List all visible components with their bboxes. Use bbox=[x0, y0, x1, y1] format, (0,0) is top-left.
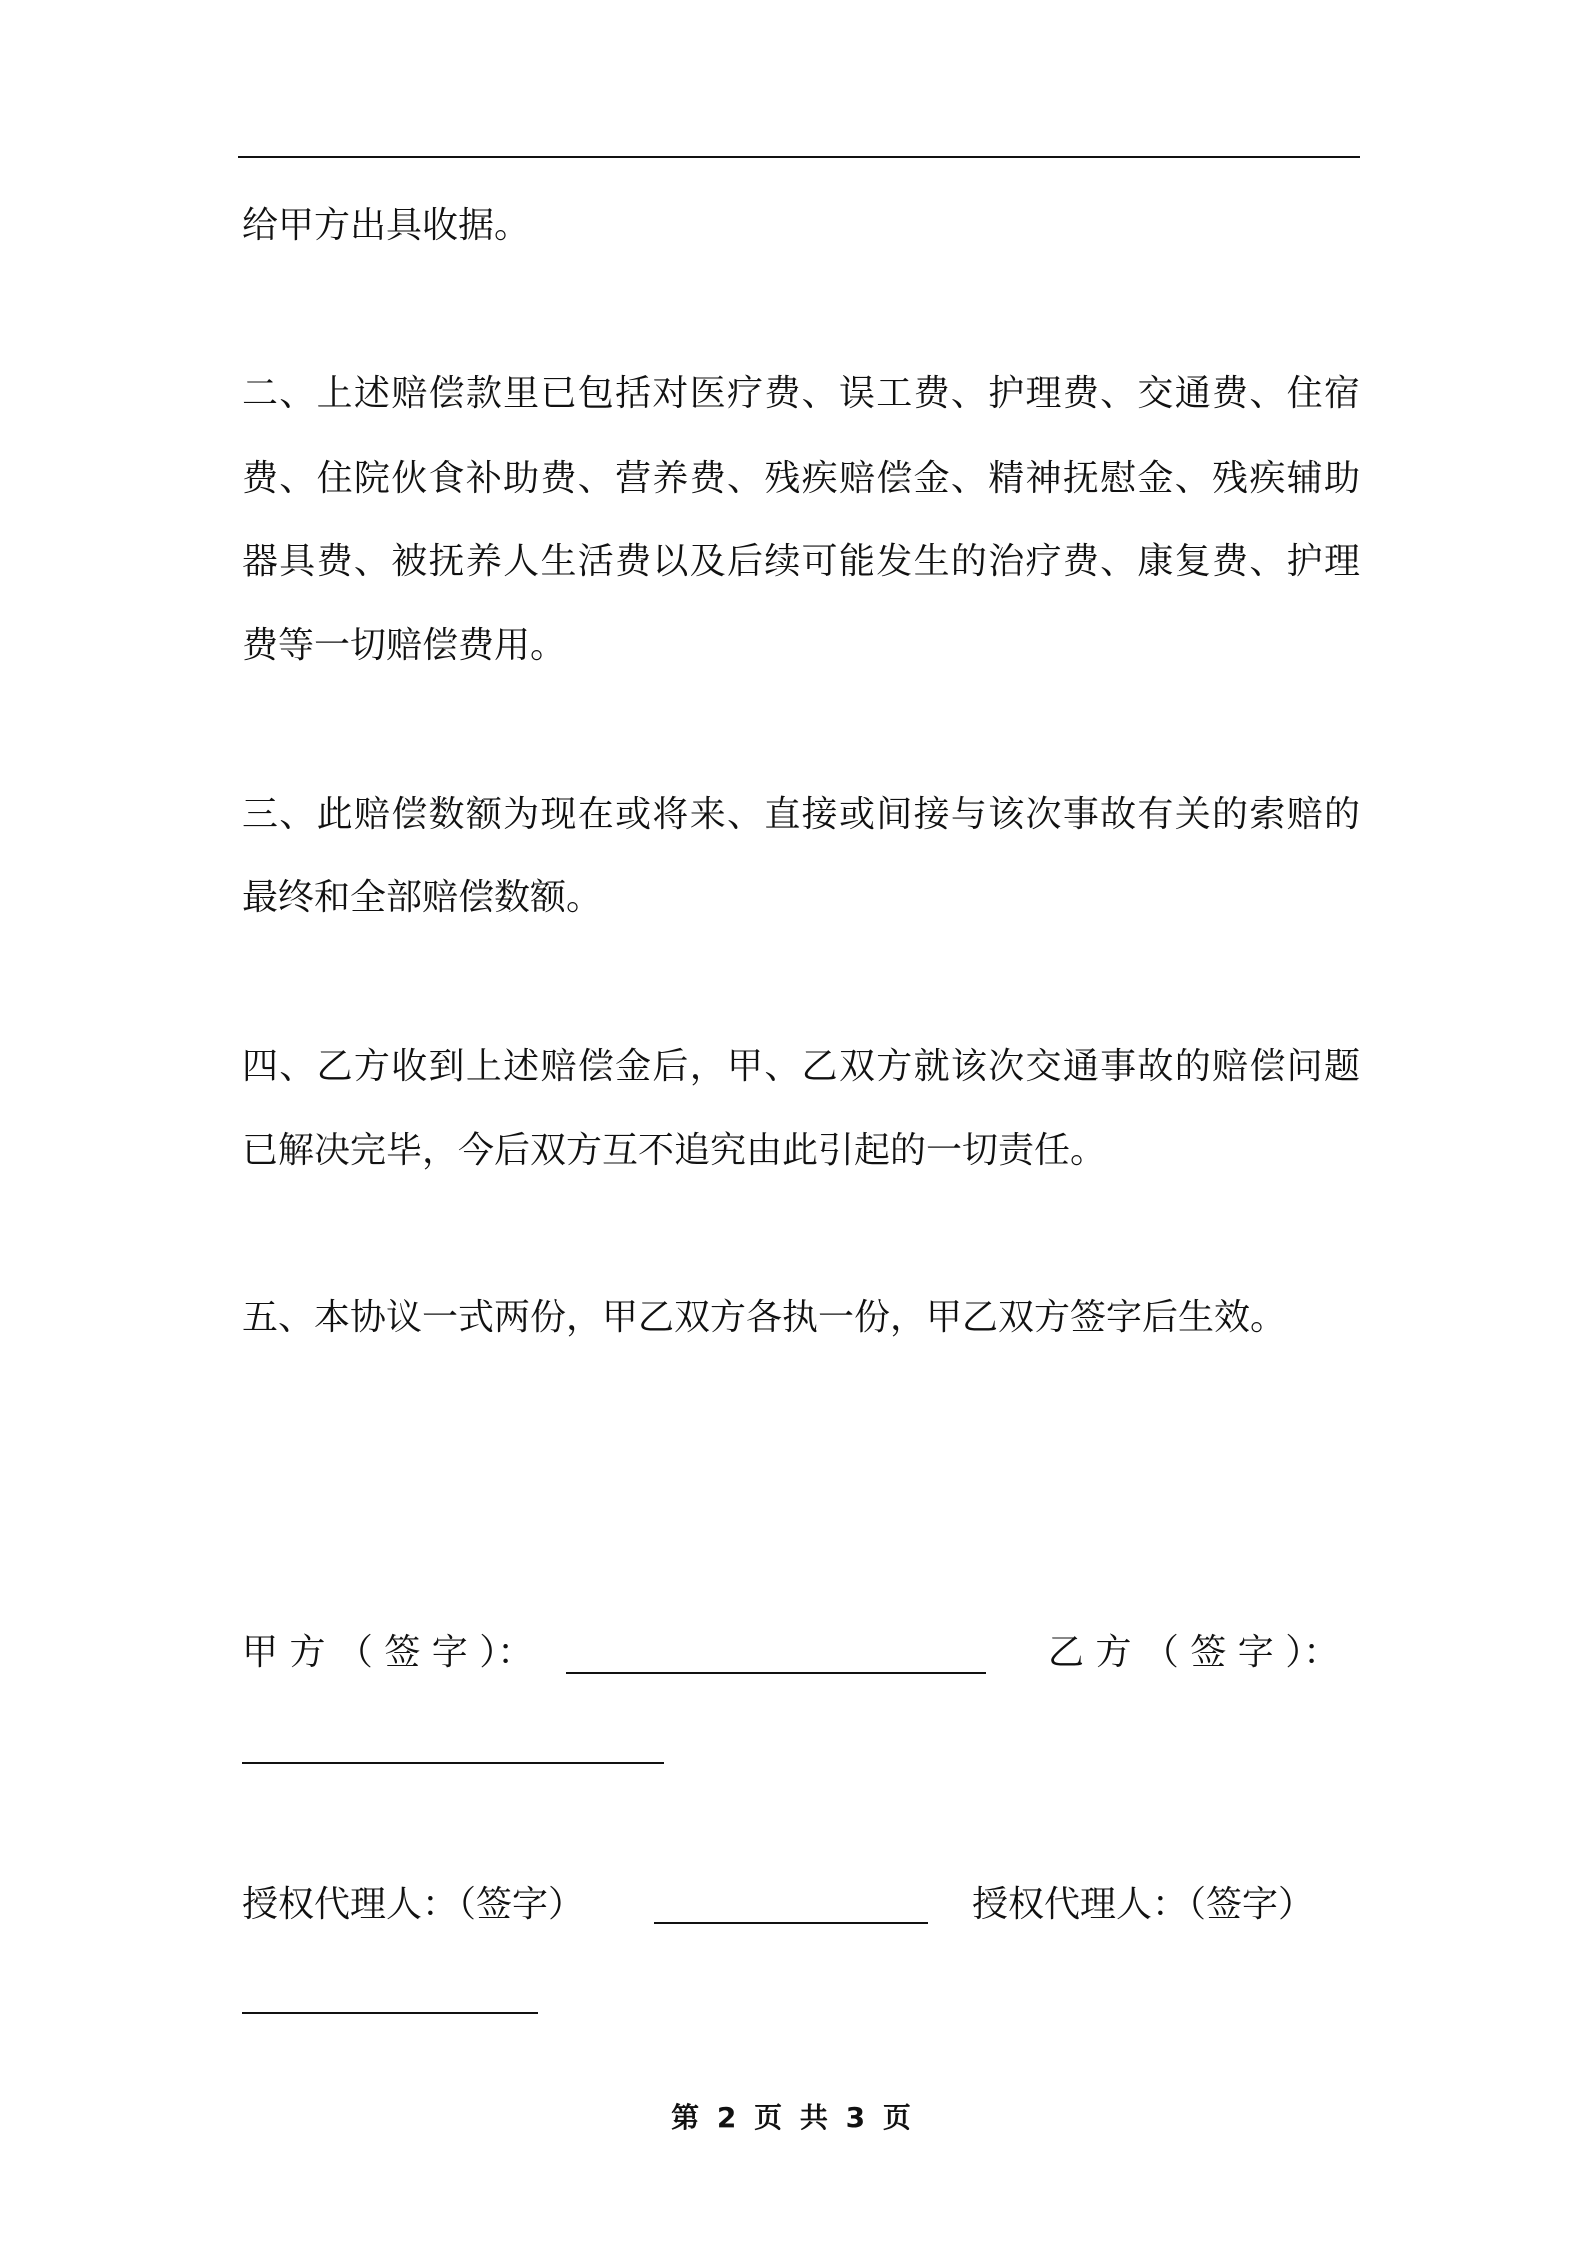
agent-b-signature-line[interactable] bbox=[242, 2012, 538, 2014]
agent-a-signature-line[interactable] bbox=[654, 1922, 928, 1924]
party-a-signature-label: 甲 方 （ 签 字 ）： bbox=[242, 1632, 534, 1673]
header-rule bbox=[238, 156, 1360, 158]
paragraph-line: 费、住院伙食补助费、营养费、残疾赔偿金、精神抚慰金、残疾辅助 bbox=[242, 458, 1360, 499]
paragraph-line: 已解决完毕，今后双方互不追究由此引起的一切责任。 bbox=[242, 1130, 1107, 1171]
agent-b-signature-label: 授权代理人：（签字） bbox=[972, 1884, 1315, 1925]
paragraph-line: 费等一切赔偿费用。 bbox=[242, 625, 567, 666]
paragraph-line: 三、此赔偿数额为现在或将来、直接或间接与该次事故有关的索赔的 bbox=[242, 794, 1360, 835]
agent-a-signature-label: 授权代理人：（签字） bbox=[242, 1884, 585, 1925]
party-b-signature-line[interactable] bbox=[242, 1762, 664, 1764]
party-a-signature-line[interactable] bbox=[566, 1672, 986, 1674]
page-number: 第 2 页 共 3 页 bbox=[671, 2101, 915, 2134]
paragraph-line: 四、乙方收到上述赔偿金后，甲、乙双方就该次交通事故的赔偿问题 bbox=[242, 1046, 1360, 1087]
paragraph-line: 最终和全部赔偿数额。 bbox=[242, 877, 603, 918]
paragraph-line: 五、本协议一式两份，甲乙双方各执一份，甲乙双方签字后生效。 bbox=[242, 1297, 1287, 1338]
party-b-signature-label: 乙 方 （ 签 字 ）： bbox=[1048, 1632, 1340, 1673]
paragraph-line: 给甲方出具收据。 bbox=[242, 205, 531, 246]
paragraph-line: 二、上述赔偿款里已包括对医疗费、误工费、护理费、交通费、住宿 bbox=[242, 373, 1360, 414]
paragraph-line: 器具费、被抚养人生活费以及后续可能发生的治疗费、康复费、护理 bbox=[242, 541, 1360, 582]
